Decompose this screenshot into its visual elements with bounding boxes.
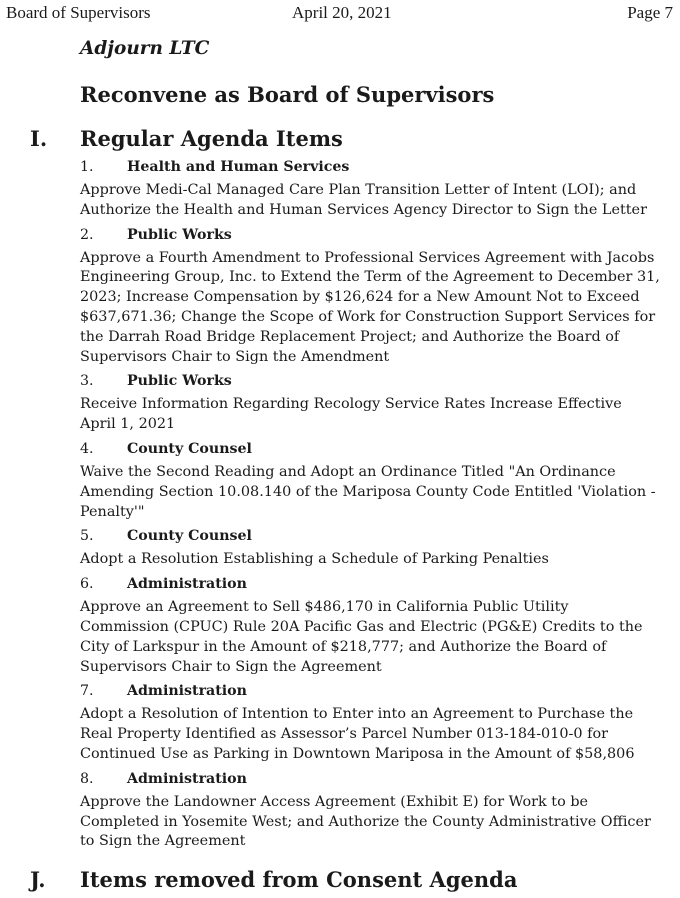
agenda-items-list xyxy=(80,157,660,856)
adjourn-heading: Adjourn LTC xyxy=(80,38,210,59)
agenda-item-header xyxy=(80,371,660,391)
agenda-item-number: 5. xyxy=(80,528,94,545)
header-date: April 20, 2021 xyxy=(292,3,392,22)
agenda-item-header xyxy=(80,681,660,701)
agenda-item xyxy=(80,681,660,764)
agenda-item-description: Approve a Fourth Amendment to Professional Services Agreement with Jacobs Engineering Group, Inc. to Extend the Term of the Agreement to December 31, 2023; Increase Compensation by $126,624 for a New Amount Not to Exceed $637,671.36; Change the Scope of Work for Construction Support Services for the Darrah Road Bridge Replacement Project; and Authorize the Board of Supervisors Chair to Sign the Amendment xyxy=(80,249,660,365)
agenda-item-number: 3. xyxy=(80,373,94,390)
agenda-item-department: Health and Human Services xyxy=(127,159,350,175)
agenda-item-number: 1. xyxy=(80,159,94,175)
header-page-number: Page 7 xyxy=(627,3,673,22)
section-j-letter: J. xyxy=(30,867,46,892)
agenda-item-header xyxy=(80,526,660,546)
agenda-item-department: County Counsel xyxy=(127,440,252,457)
agenda-item-number: 4. xyxy=(80,440,94,457)
agenda-item-header xyxy=(80,225,660,245)
section-i-letter: I. xyxy=(30,126,48,151)
agenda-item-department: Administration xyxy=(127,683,247,700)
header-board-name: Board of Supervisors xyxy=(6,3,151,22)
agenda-item xyxy=(80,371,660,435)
section-j-title: Items removed from Consent Agenda xyxy=(80,867,518,892)
agenda-item-number: 2. xyxy=(80,226,94,243)
agenda-item-number: 8. xyxy=(80,770,94,787)
agenda-item-header xyxy=(80,769,660,789)
agenda-item xyxy=(80,157,660,221)
agenda-item-description: Adopt a Resolution Establishing a Schedule of Parking Penalties xyxy=(80,551,549,568)
agenda-item-description: Waive the Second Reading and Adopt an Ordinance Titled "An Ordinance Amending Section 10.08.140 of the Mariposa County Code Entitled 'Violation - Penalty'" xyxy=(80,463,656,520)
agenda-item-description: Adopt a Resolution of Intention to Enter into an Agreement to Purchase the Real Property Identified as Assessor’s Parcel Number 013-184-010-0 for Continued Use as Parking in Downtown Mariposa in the Amount of $58,806 xyxy=(80,706,635,762)
agenda-item-description: Approve an Agreement to Sell $486,170 in California Public Utility Commission (CPUC) Rule 20A Pacific Gas and Electric (PG&E) Credits to the City of Larkspur in the Amount of $218,777; and Authorize the Board of Supervisors Chair to Sign the Agreement xyxy=(80,599,643,675)
agenda-item-number: 7. xyxy=(80,683,94,700)
agenda-item-department: County Counsel xyxy=(127,528,252,545)
agenda-item-department: Public Works xyxy=(127,226,232,243)
agenda-item xyxy=(80,526,660,570)
agenda-item xyxy=(80,574,660,677)
agenda-item-department: Administration xyxy=(127,576,247,593)
agenda-item xyxy=(80,769,660,852)
agenda-item-header xyxy=(80,157,660,177)
agenda-item-description: Receive Information Regarding Recology Service Rates Increase Effective April 1, 2021 xyxy=(80,396,622,433)
agenda-item-header xyxy=(80,439,660,459)
section-i-title: Regular Agenda Items xyxy=(80,126,343,151)
page-header xyxy=(0,0,680,26)
agenda-item xyxy=(80,225,660,368)
agenda-item-description: Approve Medi-Cal Managed Care Plan Transition Letter of Intent (LOI); and Authorize the Health and Human Services Agency Director to Sign the Letter xyxy=(80,182,647,218)
agenda-item-description: Approve the Landowner Access Agreement (Exhibit E) for Work to be Completed in Yosemite West; and Authorize the County Administrative Officer to Sign the Agreement xyxy=(80,793,651,850)
agenda-item-department: Administration xyxy=(127,770,247,787)
agenda-item xyxy=(80,439,660,522)
agenda-item-number: 6. xyxy=(80,576,94,593)
agenda-item-department: Public Works xyxy=(127,373,232,390)
agenda-item-header xyxy=(80,574,660,594)
reconvene-heading: Reconvene as Board of Supervisors xyxy=(80,82,495,107)
